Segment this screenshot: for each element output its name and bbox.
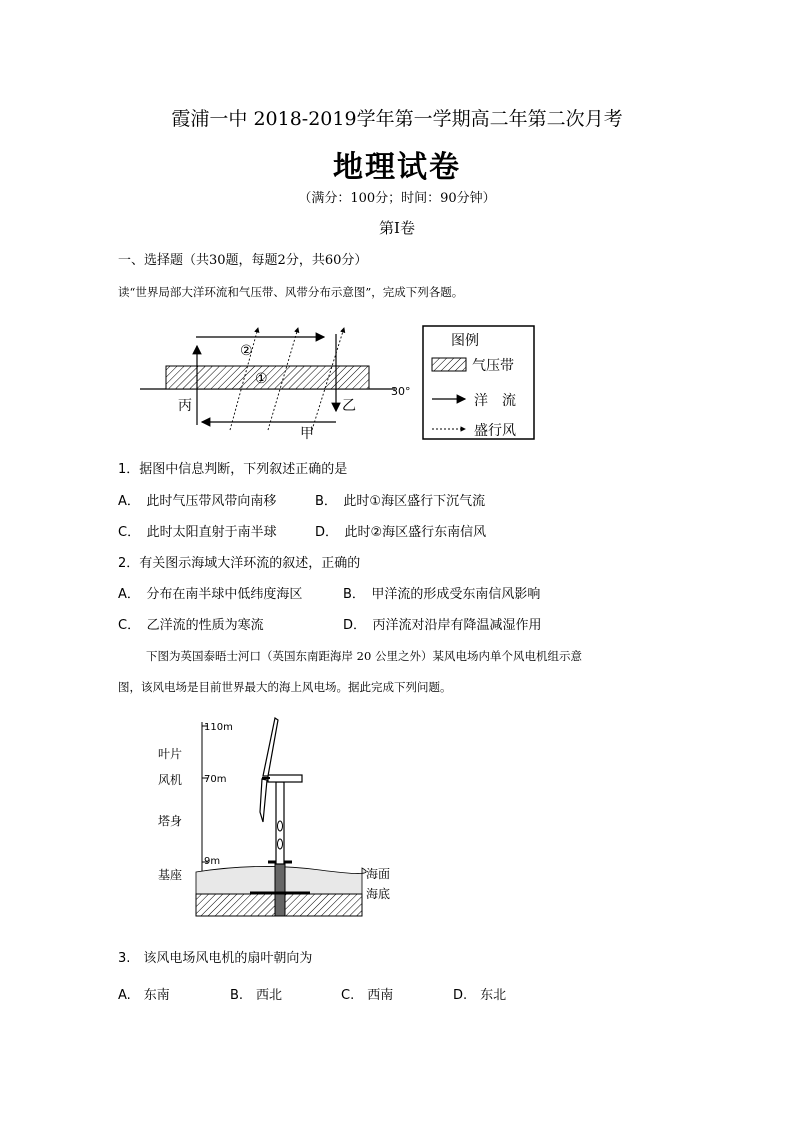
turbine-blade-upper <box>263 718 278 776</box>
question-2-option-b: B． 甲洋流的形成受东南信风影响 <box>343 587 541 602</box>
section-heading: 一、选择题（共30题，每题2分，共60分） <box>118 253 368 268</box>
exam-info: （满分：100分；时间：90分钟） <box>298 191 496 206</box>
latitude-30-label: 30° <box>391 385 411 398</box>
question-3-stem: 3. 该风电场风电机的扇叶朝向为 <box>118 951 313 966</box>
question-2-option-c: C． 乙洋流的性质为寒流 <box>118 618 264 633</box>
legend-title: 图例 <box>451 333 479 349</box>
legend-pressure-label: 气压带 <box>472 358 514 374</box>
yi-label: 乙 <box>342 398 356 414</box>
volume-label: 第Ⅰ卷 <box>379 219 415 237</box>
question-3-option-c: C. 西南 <box>341 988 394 1003</box>
legend-pressure-swatch <box>432 358 466 371</box>
turbine-label: 风机 <box>158 773 183 787</box>
turbine-foundation <box>275 862 285 916</box>
blade-label: 叶片 <box>158 747 183 761</box>
question-3-option-b: B. 西北 <box>230 988 283 1003</box>
turbine-nacelle <box>268 775 302 782</box>
legend-wind-label: 盛行风 <box>474 423 516 439</box>
tower-label: 塔身 <box>158 814 183 828</box>
jia-label: 甲 <box>300 426 314 442</box>
figure1-intro: 读“世界局部大洋环流和气压带、风带分布示意图”，完成下列各题。 <box>118 285 464 299</box>
height-110m: 110m <box>204 722 233 733</box>
question-1-option-c: C． 此时太阳直射于南半球 <box>118 525 277 540</box>
question-2-option-d: D． 丙洋流对沿岸有降温减湿作用 <box>343 618 542 633</box>
question-1-option-d: D． 此时②海区盛行东南信风 <box>315 525 487 540</box>
sea-surface-label: 海面 <box>366 867 391 881</box>
seabed-label: 海底 <box>366 887 391 901</box>
school-title: 霞浦一中 2018-2019学年第一学期高二年第二次月考 <box>171 108 623 130</box>
figure2-intro-line2: 图，该风电场是目前世界最大的海上风电场。据此完成下列问题。 <box>118 680 452 694</box>
bing-label: 丙 <box>178 398 192 414</box>
question-1-option-b: B． 此时①海区盛行下沉气流 <box>315 494 486 509</box>
question-1-stem: 1．据图中信息判断，下列叙述正确的是 <box>118 462 348 477</box>
height-9m: 9m <box>204 856 221 867</box>
turbine-tower <box>276 782 284 864</box>
turbine-blade-lower <box>260 779 267 822</box>
ocean-current-figure <box>140 318 540 446</box>
question-2-stem: 2．有关图示海域大洋环流的叙述，正确的 <box>118 556 361 571</box>
legend-current-label: 洋 流 <box>474 393 516 409</box>
height-70m: 70m <box>204 774 227 785</box>
question-2-option-a: A． 分布在南半球中低纬度海区 <box>118 587 303 602</box>
base-label: 基座 <box>158 868 183 882</box>
question-3-option-a: A. 东南 <box>118 988 170 1003</box>
subject-title: 地理试卷 <box>333 150 461 185</box>
wind-turbine-figure <box>150 712 400 922</box>
region-1-label: ① <box>255 371 268 387</box>
figure2-intro-line1: 下图为英国泰晤士河口（英国东南距海岸 20 公里之外）某风电场内单个风电机组示意 <box>146 649 582 663</box>
question-3-option-d: D. 东北 <box>453 988 507 1003</box>
question-1-option-a: A． 此时气压带风带向南移 <box>118 494 277 509</box>
region-2-label: ② <box>240 343 253 359</box>
